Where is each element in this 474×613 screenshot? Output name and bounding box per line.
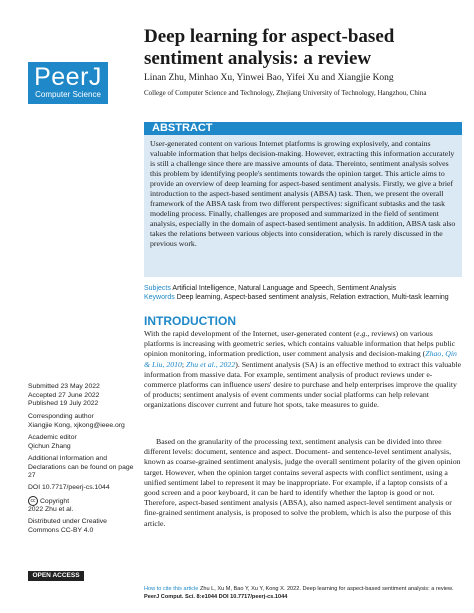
subjects-block [144,284,462,302]
intro-text-c: ). Sentiment analysis (SA) is an effective method to extract this valuable information from massive data. For example, sentiment analysis of product reviews under e-commerce platforms can influence users' desire to purchase and help enterprises improve the quality of products; sentiment analysis of event comments under social platforms can help relevant organizations discover current and future hot spots, take measures to guide. [144,359,462,410]
footer-citation [144,586,464,601]
copyright-line [28,496,134,506]
editor-value: Qichun Zhang [28,442,71,450]
paper-title: Deep learning for aspect-based sentiment analysis: a review [144,26,395,69]
intro-eg: e.g. [356,329,368,338]
sidebar-copyright [28,496,134,515]
introduction-paragraph-1 [144,329,462,411]
abstract-heading: ABSTRACT [152,122,213,134]
corresponding-value[interactable]: Xiangjie Kong, xjkong@ieee.org [28,421,125,429]
abstract-header-bar [144,122,462,135]
intro-sep: ; [181,359,187,369]
accepted-date: Accepted 27 June 2022 [28,391,100,399]
sidebar-corresponding [28,413,134,430]
additional-info: Additional Information and Declarations can be found on page 27 [28,455,134,480]
cc-icon: cc [28,496,38,506]
logo-main: PeerJ [34,63,102,91]
intro-text-a: With the rapid development of the Internet, user-generated content ( [144,329,357,338]
subjects-value: Artificial Intelligence, Natural Language and Speech, Sentiment Analysis [172,285,397,292]
keywords-label: Keywords [144,294,175,301]
corresponding-label: Corresponding author [28,413,94,420]
logo-sub: Computer Science [35,90,101,99]
citation-link-2[interactable]: Zhu et al., 2022 [186,359,236,369]
keywords-line [144,293,462,302]
editor-label: Academic editor [28,434,77,441]
journal-logo [28,62,108,104]
abstract-text: User-generated content on various Internet platforms is growing explosively, and contains valuable information that helps decision-making. However, extracting this information accurately is still a challenge since there are massive amounts of data. Thereinto, sentiment analysis solves this problem by identifying people's sentiments towards the opinion target. This article aims to provide an overview of deep learning for aspect-based sentiment analysis. Firstly, we give a brief introduction to the aspect-based sentiment analysis (ABSA) task. Then, we present the overall framework of the ABSA task from two different perspectives: significant subtasks and the task modeling process. Finally, challenges are proposed and summarized in the field of sentiment analysis, especially in the domain of aspect-based sentiment analysis. In addition, ABSA task also takes the relations between various objects into consideration, which is rarely discussed in the previous work. [150,139,456,248]
doi-text[interactable]: DOI 10.7717/peerj-cs.1044 [28,484,110,491]
introduction-heading: INTRODUCTION [144,314,236,328]
sidebar-dates [28,383,134,409]
introduction-paragraph-2: Based on the granularity of the processing text, sentiment analysis can be divided into three different levels: document, sentence and aspect. Document- and sentence-level sentiment analysis, known as coarse-grained sentiment analysis, judge the overall sentiment polarity of the given opinion target. However, when the opinion target contains several aspects with conflict sentiment, using a unified sentiment label to represent it may be inappropriate. For example, if a laptop consists of a good screen and a poor keyboard, it can be hard to identify whether the laptop is good or not. Therefore, aspect-based sentiment analysis (ABSA), also named aspect-level sentiment analysis or fine-grained sentiment analysis, is proposed to solve the problem, which is also the purpose of this article. [144,437,461,528]
copyright-value: 2022 Zhu et al. [28,506,74,514]
footer-doi[interactable]: DOI 10.7717/peerj-cs.1044 [218,593,288,600]
copyright-label: Copyright [40,497,70,505]
keywords-value: Deep learning, Aspect-based sentiment analysis, Relation extraction, Multi-task learning [176,294,449,301]
license-text: Distributed under Creative Commons CC-BY 4.0 [28,518,107,534]
footer-cite-label: How to cite this article [144,586,199,592]
open-access-badge: OPEN ACCESS [28,571,84,581]
submitted-date: Submitted 23 May 2022 [28,383,100,390]
paper-authors: Linan Zhu, Minhao Xu, Yinwei Bao, Yifei Xu and Xiangjie Kong [144,73,394,83]
intro-text-b: , reviews) on various platforms is increasing with geometric series, which contains valuable information that helps public opinion monitoring, information prediction, user comment analysis and decision-making ( [144,329,456,359]
footer-cite-text: Zhu L, Xu M, Bao Y, Xu Y, Kong X. 2022. Deep learning for aspect-based sentiment analysis: a review. [199,586,454,592]
citation-link-1[interactable]: Zhao, Qin & Liu, 2010 [144,349,457,369]
paper-affiliation: College of Computer Science and Technology, Zhejiang University of Technology, Hangzhou, China [144,89,427,97]
sidebar-license [28,518,134,535]
sidebar-editor [28,434,134,451]
subjects-line [144,284,462,293]
published-date: Published 19 July 2022 [28,400,99,408]
subjects-label: Subjects [144,285,171,292]
sidebar-doi [28,484,134,493]
sidebar-additional-info [28,455,134,481]
footer-journal: PeerJ Comput. Sci. 8:e1044 [144,593,218,600]
